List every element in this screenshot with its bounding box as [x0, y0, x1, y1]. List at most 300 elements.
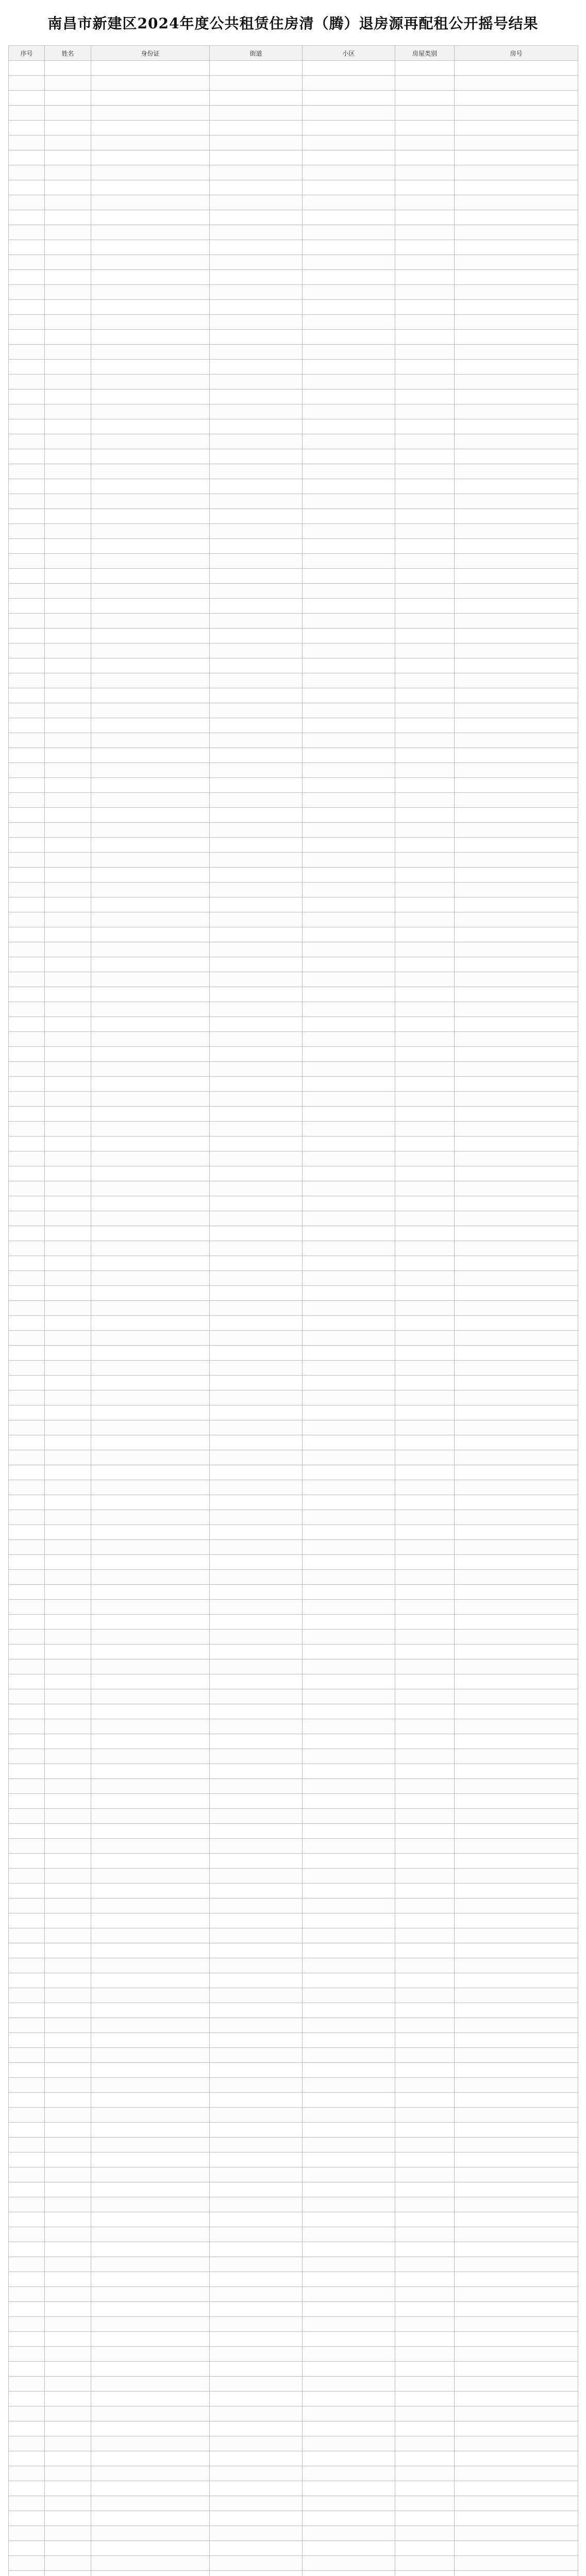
cell-name	[45, 2108, 91, 2123]
cell-name	[45, 1151, 91, 1166]
cell-housing-type	[395, 2272, 455, 2287]
cell-room-number	[455, 2362, 578, 2377]
cell-index	[9, 1226, 45, 1241]
cell-community	[303, 1809, 395, 1824]
cell-id-card	[91, 375, 210, 389]
table-row	[9, 315, 578, 330]
cell-id-card	[91, 1585, 210, 1600]
cell-id-card	[91, 688, 210, 703]
cell-community	[303, 629, 395, 643]
cell-id-card	[91, 569, 210, 584]
cell-id-card	[91, 1973, 210, 1988]
cell-housing-type	[395, 464, 455, 479]
cell-street	[210, 1884, 303, 1899]
cell-street	[210, 1943, 303, 1958]
table-row	[9, 1540, 578, 1555]
cell-street	[210, 389, 303, 404]
cell-street	[210, 718, 303, 733]
cell-name	[45, 2347, 91, 2362]
cell-name	[45, 1749, 91, 1764]
table-row	[9, 479, 578, 494]
cell-community	[303, 1107, 395, 1122]
cell-index	[9, 2541, 45, 2556]
cell-index	[9, 972, 45, 987]
cell-room-number	[455, 1779, 578, 1794]
cell-room-number	[455, 1032, 578, 1047]
cell-community	[303, 1405, 395, 1420]
cell-community	[303, 150, 395, 165]
cell-index	[9, 1391, 45, 1405]
cell-housing-type	[395, 2406, 455, 2421]
cell-room-number	[455, 1122, 578, 1137]
cell-community	[303, 389, 395, 404]
cell-community	[303, 2182, 395, 2197]
cell-street	[210, 1869, 303, 1884]
cell-id-card	[91, 479, 210, 494]
cell-housing-type	[395, 2317, 455, 2332]
cell-housing-type	[395, 718, 455, 733]
cell-community	[303, 599, 395, 614]
cell-street	[210, 808, 303, 823]
cell-name	[45, 434, 91, 449]
cell-index	[9, 2182, 45, 2197]
cell-room-number	[455, 1943, 578, 1958]
cell-housing-type	[395, 838, 455, 853]
cell-id-card	[91, 2123, 210, 2138]
cell-room-number	[455, 1854, 578, 1869]
table-row	[9, 1988, 578, 2003]
cell-room-number	[455, 2003, 578, 2018]
cell-name	[45, 2556, 91, 2571]
cell-street	[210, 1749, 303, 1764]
cell-housing-type	[395, 2332, 455, 2347]
cell-id-card	[91, 1854, 210, 1869]
cell-name	[45, 225, 91, 240]
cell-community	[303, 180, 395, 195]
cell-id-card	[91, 389, 210, 404]
table-row	[9, 1779, 578, 1794]
cell-room-number	[455, 1301, 578, 1316]
cell-index	[9, 1600, 45, 1615]
cell-id-card	[91, 345, 210, 360]
cell-id-card	[91, 1211, 210, 1226]
cell-name	[45, 135, 91, 150]
cell-index	[9, 957, 45, 972]
cell-community	[303, 2496, 395, 2511]
cell-street	[210, 2347, 303, 2362]
cell-room-number	[455, 1181, 578, 1196]
cell-index	[9, 2466, 45, 2481]
cell-id-card	[91, 2287, 210, 2302]
cell-id-card	[91, 524, 210, 539]
cell-community	[303, 479, 395, 494]
table-row	[9, 1077, 578, 1092]
table-row	[9, 2153, 578, 2167]
cell-room-number	[455, 2257, 578, 2272]
cell-id-card	[91, 1196, 210, 1211]
cell-name	[45, 2406, 91, 2421]
cell-housing-type	[395, 942, 455, 957]
cell-id-card	[91, 1824, 210, 1839]
cell-room-number	[455, 1988, 578, 2003]
cell-index	[9, 1869, 45, 1884]
cell-index	[9, 1241, 45, 1256]
cell-name	[45, 195, 91, 210]
cell-name	[45, 643, 91, 658]
cell-street	[210, 135, 303, 150]
cell-street	[210, 957, 303, 972]
cell-housing-type	[395, 1241, 455, 1256]
cell-id-card	[91, 748, 210, 763]
cell-community	[303, 912, 395, 927]
cell-housing-type	[395, 688, 455, 703]
cell-id-card	[91, 1122, 210, 1137]
cell-room-number	[455, 763, 578, 778]
cell-name	[45, 2078, 91, 2093]
cell-community	[303, 1286, 395, 1301]
table-row	[9, 972, 578, 987]
cell-index	[9, 2212, 45, 2227]
cell-id-card	[91, 2153, 210, 2167]
cell-name	[45, 2093, 91, 2108]
cell-housing-type	[395, 135, 455, 150]
cell-room-number	[455, 1226, 578, 1241]
cell-housing-type	[395, 703, 455, 718]
cell-housing-type	[395, 1002, 455, 1017]
cell-room-number	[455, 1196, 578, 1211]
table-row	[9, 2302, 578, 2317]
table-row	[9, 1689, 578, 1704]
cell-housing-type	[395, 763, 455, 778]
cell-community	[303, 1376, 395, 1391]
table-header-row	[9, 46, 578, 61]
cell-community	[303, 300, 395, 315]
cell-housing-type	[395, 1510, 455, 1525]
cell-room-number	[455, 703, 578, 718]
table-row	[9, 718, 578, 733]
cell-id-card	[91, 1689, 210, 1704]
cell-id-card	[91, 868, 210, 883]
cell-name	[45, 912, 91, 927]
table-row	[9, 2451, 578, 2466]
cell-street	[210, 1271, 303, 1286]
cell-street	[210, 1779, 303, 1794]
cell-room-number	[455, 315, 578, 330]
table-row	[9, 1122, 578, 1137]
cell-id-card	[91, 763, 210, 778]
table-row	[9, 449, 578, 464]
cell-index	[9, 1779, 45, 1794]
cell-community	[303, 1420, 395, 1435]
cell-housing-type	[395, 2571, 455, 2576]
cell-room-number	[455, 1241, 578, 1256]
cell-id-card	[91, 195, 210, 210]
cell-street	[210, 1047, 303, 1062]
cell-street	[210, 1555, 303, 1570]
cell-room-number	[455, 509, 578, 524]
cell-housing-type	[395, 2526, 455, 2541]
cell-id-card	[91, 464, 210, 479]
cell-room-number	[455, 1107, 578, 1122]
cell-community	[303, 449, 395, 464]
cell-id-card	[91, 912, 210, 927]
cell-index	[9, 793, 45, 808]
cell-street	[210, 1615, 303, 1630]
cell-street	[210, 300, 303, 315]
cell-community	[303, 1211, 395, 1226]
cell-room-number	[455, 2436, 578, 2451]
cell-id-card	[91, 1839, 210, 1854]
cell-community	[303, 793, 395, 808]
cell-street	[210, 2003, 303, 2018]
cell-name	[45, 2167, 91, 2182]
cell-housing-type	[395, 539, 455, 554]
cell-id-card	[91, 1435, 210, 1450]
cell-room-number	[455, 2392, 578, 2406]
cell-street	[210, 748, 303, 763]
cell-name	[45, 793, 91, 808]
cell-name	[45, 1540, 91, 1555]
cell-housing-type	[395, 2257, 455, 2272]
cell-housing-type	[395, 793, 455, 808]
cell-housing-type	[395, 240, 455, 255]
cell-name	[45, 1809, 91, 1824]
cell-room-number	[455, 2571, 578, 2576]
table-row	[9, 1316, 578, 1331]
cell-community	[303, 270, 395, 285]
cell-housing-type	[395, 2451, 455, 2466]
cell-street	[210, 2063, 303, 2078]
table-row	[9, 2227, 578, 2242]
cell-name	[45, 2287, 91, 2302]
table-row	[9, 1659, 578, 1674]
cell-room-number	[455, 1002, 578, 1017]
cell-community	[303, 315, 395, 330]
cell-room-number	[455, 1420, 578, 1435]
cell-housing-type	[395, 330, 455, 345]
table-row	[9, 195, 578, 210]
cell-id-card	[91, 1630, 210, 1645]
cell-id-card	[91, 106, 210, 121]
cell-room-number	[455, 1077, 578, 1092]
table-row	[9, 2078, 578, 2093]
table-row	[9, 2362, 578, 2377]
cell-id-card	[91, 2197, 210, 2212]
cell-id-card	[91, 1137, 210, 1151]
cell-index	[9, 1196, 45, 1211]
cell-street	[210, 1689, 303, 1704]
cell-id-card	[91, 2392, 210, 2406]
cell-housing-type	[395, 225, 455, 240]
cell-community	[303, 2571, 395, 2576]
cell-street	[210, 1630, 303, 1645]
cell-street	[210, 464, 303, 479]
cell-id-card	[91, 599, 210, 614]
cell-street	[210, 853, 303, 868]
cell-id-card	[91, 1077, 210, 1092]
cell-id-card	[91, 1391, 210, 1405]
cell-id-card	[91, 1331, 210, 1346]
cell-housing-type	[395, 1525, 455, 1540]
cell-name	[45, 1674, 91, 1689]
cell-street	[210, 972, 303, 987]
table-row	[9, 1734, 578, 1749]
table-row	[9, 1151, 578, 1166]
cell-name	[45, 927, 91, 942]
cell-name	[45, 479, 91, 494]
cell-id-card	[91, 1017, 210, 1032]
cell-community	[303, 1764, 395, 1779]
cell-housing-type	[395, 1824, 455, 1839]
cell-community	[303, 1450, 395, 1465]
table-row	[9, 1092, 578, 1107]
cell-community	[303, 1854, 395, 1869]
cell-room-number	[455, 1659, 578, 1674]
cell-index	[9, 1943, 45, 1958]
cell-housing-type	[395, 1674, 455, 1689]
cell-housing-type	[395, 121, 455, 135]
cell-id-card	[91, 419, 210, 434]
cell-room-number	[455, 121, 578, 135]
table-row	[9, 1226, 578, 1241]
cell-index	[9, 2167, 45, 2182]
cell-index	[9, 1017, 45, 1032]
cell-community	[303, 2526, 395, 2541]
cell-housing-type	[395, 2197, 455, 2212]
cell-street	[210, 2272, 303, 2287]
cell-index	[9, 2421, 45, 2436]
table-row	[9, 1256, 578, 1271]
table-row	[9, 643, 578, 658]
cell-street	[210, 1570, 303, 1585]
cell-street	[210, 91, 303, 106]
cell-community	[303, 927, 395, 942]
cell-housing-type	[395, 165, 455, 180]
cell-index	[9, 1854, 45, 1869]
cell-index	[9, 360, 45, 375]
cell-id-card	[91, 270, 210, 285]
cell-room-number	[455, 823, 578, 838]
table-row	[9, 703, 578, 718]
cell-housing-type	[395, 315, 455, 330]
cell-community	[303, 2556, 395, 2571]
cell-street	[210, 2123, 303, 2138]
cell-id-card	[91, 1271, 210, 1286]
cell-street	[210, 1017, 303, 1032]
cell-housing-type	[395, 1092, 455, 1107]
cell-street	[210, 76, 303, 91]
cell-street	[210, 165, 303, 180]
cell-name	[45, 449, 91, 464]
cell-id-card	[91, 1570, 210, 1585]
table-row	[9, 569, 578, 584]
cell-community	[303, 957, 395, 972]
cell-name	[45, 270, 91, 285]
table-row	[9, 375, 578, 389]
cell-index	[9, 1719, 45, 1734]
table-row	[9, 1465, 578, 1480]
cell-index	[9, 1047, 45, 1062]
cell-street	[210, 2257, 303, 2272]
table-row	[9, 2571, 578, 2576]
table-row	[9, 1719, 578, 1734]
cell-community	[303, 2063, 395, 2078]
cell-community	[303, 1151, 395, 1166]
cell-id-card	[91, 1450, 210, 1465]
cell-room-number	[455, 1928, 578, 1943]
cell-housing-type	[395, 1869, 455, 1884]
cell-name	[45, 2317, 91, 2332]
cell-id-card	[91, 1734, 210, 1749]
table-row	[9, 1615, 578, 1630]
cell-housing-type	[395, 2392, 455, 2406]
cell-index	[9, 2526, 45, 2541]
cell-community	[303, 1391, 395, 1405]
cell-room-number	[455, 942, 578, 957]
cell-id-card	[91, 1600, 210, 1615]
cell-index	[9, 285, 45, 300]
cell-name	[45, 1391, 91, 1405]
cell-community	[303, 2332, 395, 2347]
cell-name	[45, 718, 91, 733]
cell-community	[303, 255, 395, 270]
cell-room-number	[455, 1689, 578, 1704]
cell-room-number	[455, 1271, 578, 1286]
cell-index	[9, 2018, 45, 2033]
cell-index	[9, 2093, 45, 2108]
cell-community	[303, 1525, 395, 1540]
cell-community	[303, 1570, 395, 1585]
cell-community	[303, 1899, 395, 1913]
table-row	[9, 1107, 578, 1122]
cell-housing-type	[395, 1570, 455, 1585]
cell-id-card	[91, 1241, 210, 1256]
table-row	[9, 61, 578, 76]
cell-id-card	[91, 494, 210, 509]
cell-room-number	[455, 1450, 578, 1465]
cell-index	[9, 1450, 45, 1465]
cell-name	[45, 2496, 91, 2511]
cell-housing-type	[395, 1122, 455, 1137]
cell-id-card	[91, 1884, 210, 1899]
cell-street	[210, 1764, 303, 1779]
table-row	[9, 1346, 578, 1361]
cell-street	[210, 1405, 303, 1420]
cell-id-card	[91, 629, 210, 643]
cell-street	[210, 1256, 303, 1271]
cell-room-number	[455, 360, 578, 375]
cell-name	[45, 1361, 91, 1376]
cell-community	[303, 434, 395, 449]
table-row	[9, 1405, 578, 1420]
cell-room-number	[455, 688, 578, 703]
cell-street	[210, 1465, 303, 1480]
cell-housing-type	[395, 1943, 455, 1958]
cell-name	[45, 1585, 91, 1600]
cell-name	[45, 1973, 91, 1988]
table-row	[9, 91, 578, 106]
cell-community	[303, 1988, 395, 2003]
table-row	[9, 2541, 578, 2556]
table-row	[9, 883, 578, 897]
cell-id-card	[91, 2018, 210, 2033]
cell-id-card	[91, 718, 210, 733]
cell-id-card	[91, 315, 210, 330]
cell-room-number	[455, 1405, 578, 1420]
cell-street	[210, 2541, 303, 2556]
cell-name	[45, 1510, 91, 1525]
cell-community	[303, 1032, 395, 1047]
